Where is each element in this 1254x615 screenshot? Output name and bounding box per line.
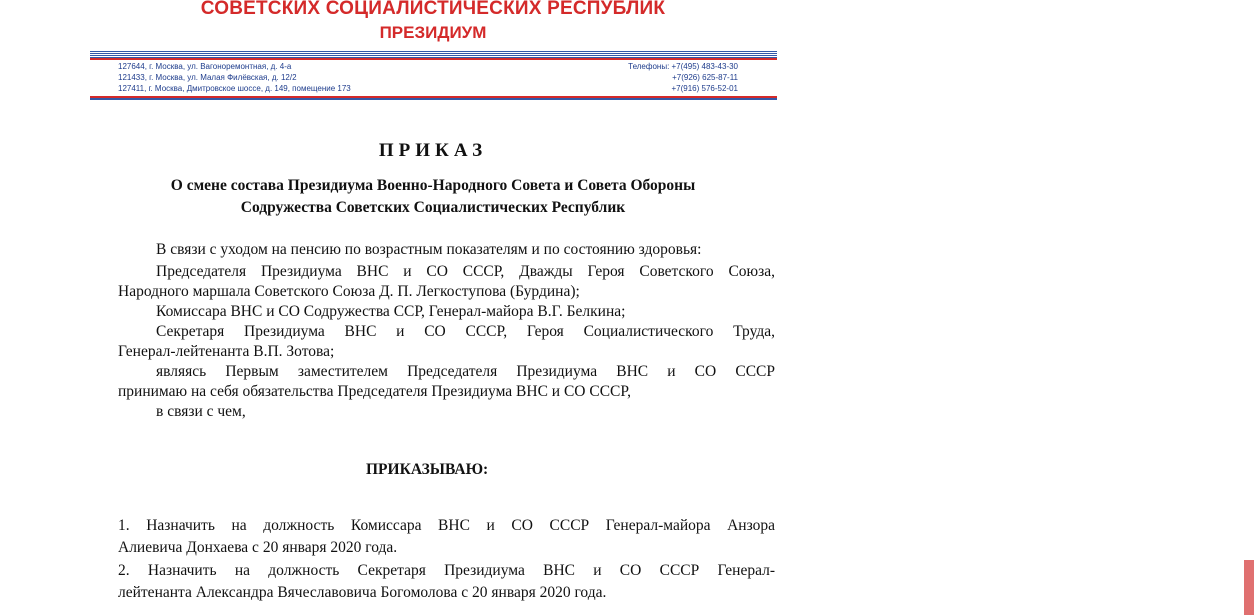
letterhead-addresses xyxy=(118,61,351,94)
letterhead-bottom-blue-rule xyxy=(90,98,777,100)
preamble-line: в связи с чем, xyxy=(156,403,246,420)
preamble-line: Секретаря Президиума ВНС и СО СССР, Героя Социалистического Труда, xyxy=(156,323,775,340)
address-line: 121433, г. Москва, ул. Малая Филёвская, д. 12/2 xyxy=(118,73,297,82)
subject-line: О смене состава Президиума Военно-Народного Совета и Совета Обороны xyxy=(170,177,696,194)
preamble-line: Комиссара ВНС и СО Содружества ССР, Генерал-майора В.Г. Белкина; xyxy=(156,303,626,320)
preamble-line: В связи с уходом на пенсию по возрастным показателям и по состоянию здоровья: xyxy=(156,241,702,258)
subject-line: Содружества Советских Социалистических Республик xyxy=(240,199,626,216)
letterhead-title: СОВЕТСКИХ СОЦИАЛИСТИЧЕСКИХ РЕСПУБЛИК xyxy=(200,0,666,19)
address-line: 127644, г. Москва, ул. Вагоноремонтная, д. 4-а xyxy=(118,62,292,71)
order-item-line: лейтенанта Александра Вячеславовича Богомолова с 20 января 2020 года. xyxy=(118,584,607,601)
edge-accent-strip xyxy=(1244,560,1254,615)
letterhead-top-red-rule xyxy=(90,58,777,60)
phone-line: +7(926) 625-87-11 xyxy=(672,73,738,82)
order-item-line: Алиевича Донхаева с 20 января 2020 года. xyxy=(118,539,398,556)
address-line: 127411, г. Москва, Дмитровское шоссе, д. 149, помещение 173 xyxy=(118,84,351,93)
letterhead-top-rule xyxy=(90,51,777,58)
preamble-line: Председателя Президиума ВНС и СО СССР, Дважды Героя Советского Союза, xyxy=(156,263,775,280)
preamble-line: являясь Первым заместителем Председателя Президиума ВНС и СО СССР xyxy=(156,363,775,380)
order-item-line: 1. Назначить на должность Комиссара ВНС и СО СССР Генерал-майора Анзора xyxy=(118,517,775,534)
preamble-line: Генерал-лейтенанта В.П. Зотова; xyxy=(118,343,335,360)
document-title: ПРИКАЗ xyxy=(378,140,488,161)
preamble-line: Народного маршала Советского Союза Д. П. Легкоступова (Бурдина); xyxy=(118,283,580,300)
letterhead-phones xyxy=(580,61,738,94)
preamble-line: принимаю на себя обязательства Председателя Президиума ВНС и СО СССР, xyxy=(118,383,631,400)
order-item-line: 2. Назначить на должность Секретаря Президиума ВНС и СО СССР Генерал- xyxy=(118,562,775,579)
phone-line: +7(916) 576-52-01 xyxy=(671,84,738,93)
phone-line: Телефоны: +7(495) 483-43-30 xyxy=(628,62,738,71)
letterhead-subtitle: ПРЕЗИДИУМ xyxy=(379,23,487,42)
order-heading: ПРИКАЗЫВАЮ: xyxy=(366,461,489,478)
document-subject xyxy=(118,175,748,219)
